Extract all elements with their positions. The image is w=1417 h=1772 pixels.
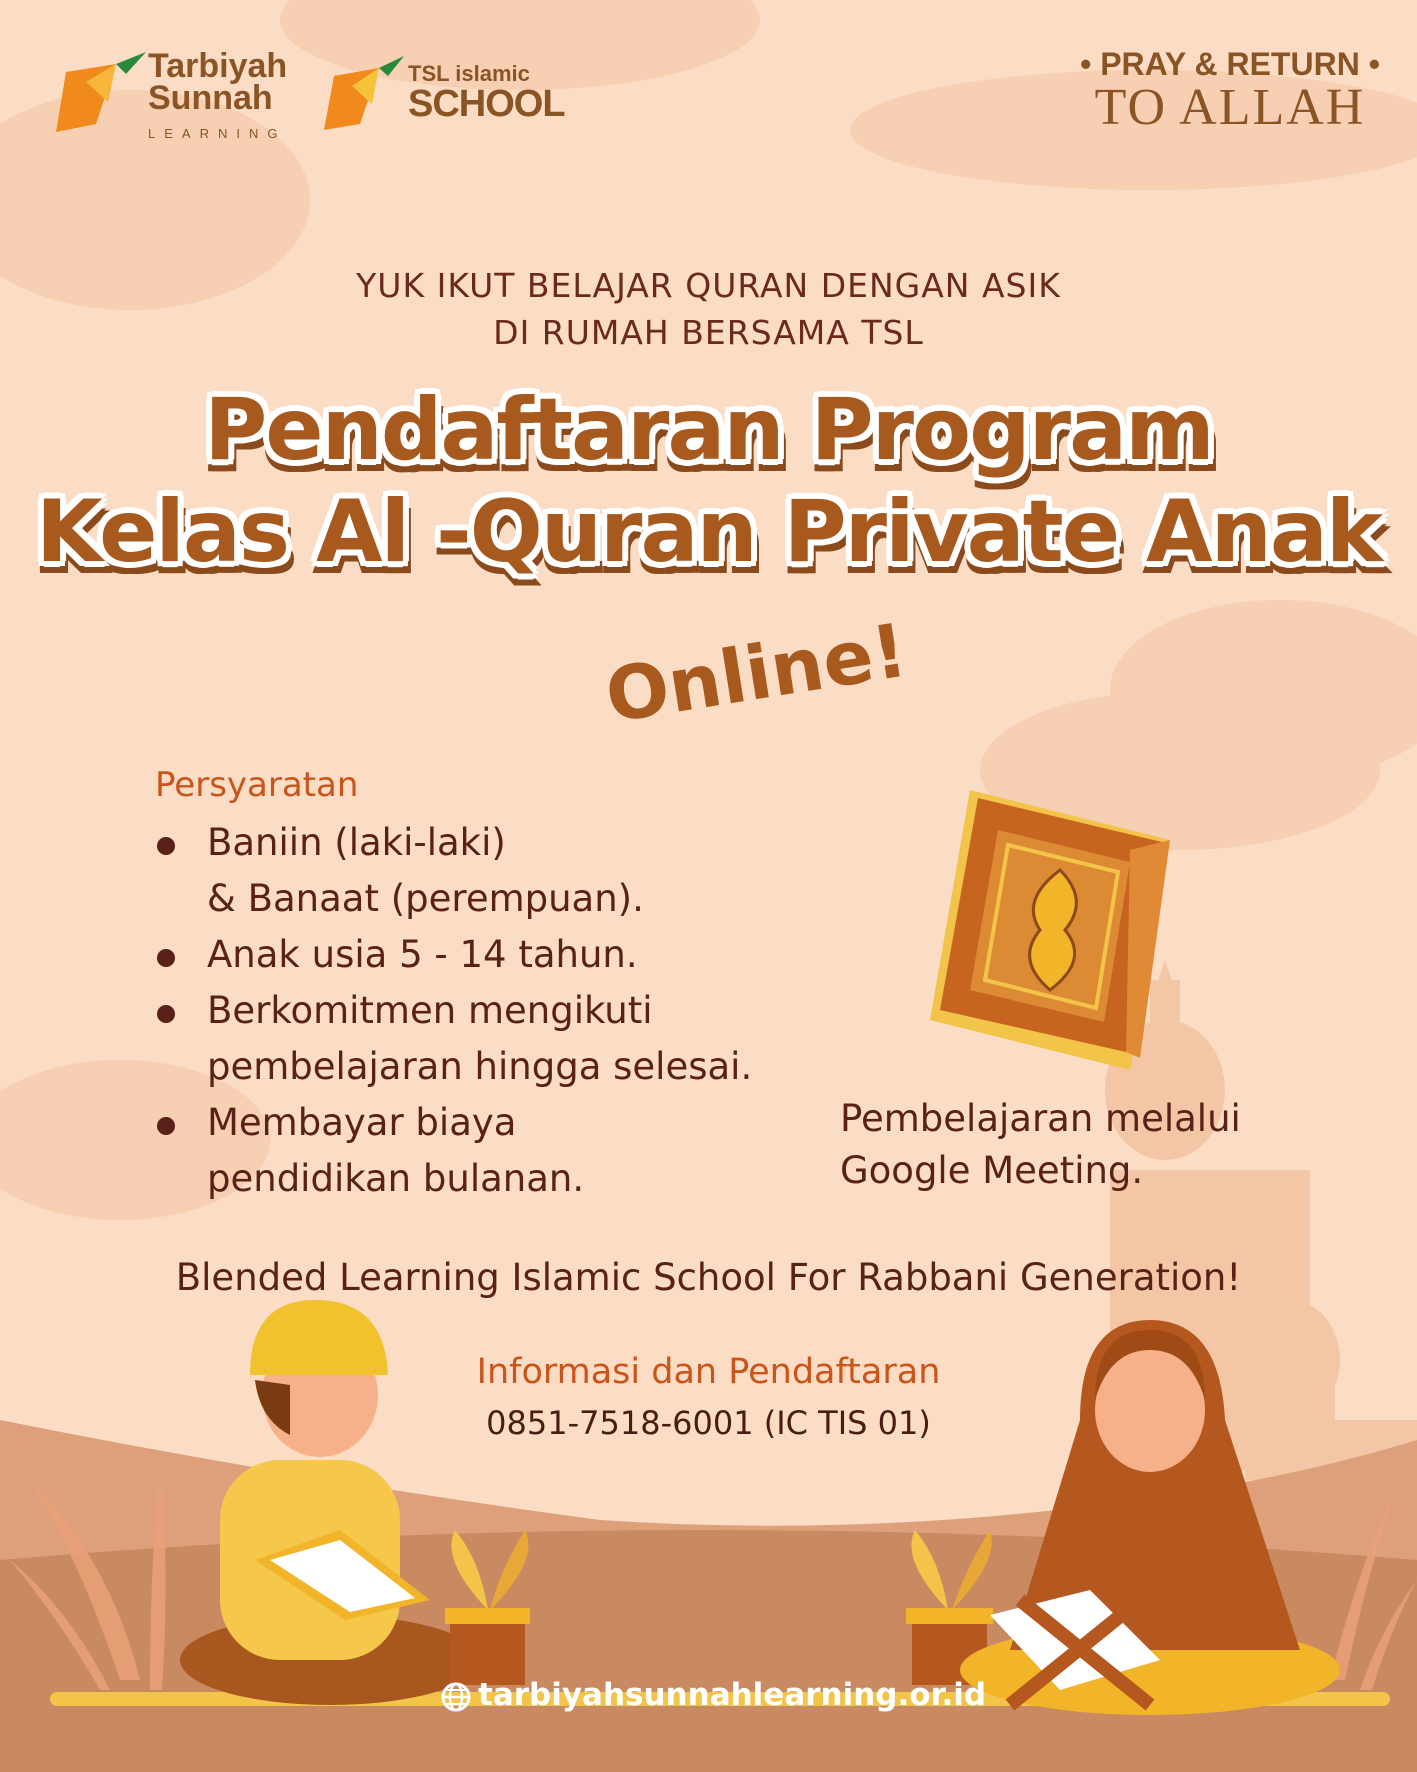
globe-icon (440, 1681, 472, 1713)
logo-line-1: Tarbiyah (148, 47, 288, 85)
requirement-3-line-1: Berkomitmen mengikuti (207, 989, 653, 1032)
tarbiyah-sunnah-logo (148, 47, 288, 150)
requirement-1-line-2: & Banaat (perempuan). (207, 877, 644, 920)
requirement-1-line-1: Baniin (laki-laki) (207, 821, 506, 864)
tsl-school-logo (408, 61, 565, 125)
list-item (155, 1095, 775, 1207)
website-link[interactable] (440, 1677, 986, 1713)
tarbiyah-sunnah-logo-icon (56, 52, 146, 137)
online-label: Online! (600, 607, 913, 740)
learning-note (840, 1093, 1300, 1197)
requirement-3-line-2: pembelajaran hingga selesai. (207, 1045, 753, 1088)
logo-sub: LEARNING (148, 126, 287, 141)
slogan-line-2: TO ALLAH (1094, 79, 1366, 136)
contact-phone: 0851-7518-6001 (IC TIS 01) (486, 1404, 931, 1442)
requirement-4-line-2: pendidikan bulanan. (207, 1157, 585, 1200)
list-item (155, 983, 775, 1095)
requirements-heading: Persyaratan (155, 765, 359, 805)
list-item (155, 815, 775, 927)
intro-line-1: YUK IKUT BELAJAR QURAN DENGAN ASIK (356, 266, 1061, 305)
contact-heading: Informasi dan Pendaftaran (476, 1352, 941, 1392)
requirement-4-line-1: Membayar biaya (207, 1101, 517, 1144)
school-logo-line-2: SCHOOL (408, 83, 565, 125)
slogan (1080, 46, 1380, 136)
requirement-2-line-1: Anak usia 5 - 14 tahun. (207, 933, 638, 976)
learning-note-line-1: Pembelajaran melalui (840, 1097, 1241, 1140)
tagline: Blended Learning Islamic School For Rabbani Generation! (175, 1256, 1242, 1299)
learning-note-line-2: Google Meeting. (840, 1149, 1144, 1192)
title-line-1: Pendaftaran Program (204, 380, 1213, 480)
quran-book-icon (930, 790, 1180, 1070)
logo-line-2: Sunnah (148, 79, 273, 117)
requirements-list (155, 815, 775, 1207)
tsl-school-logo-icon (324, 56, 404, 134)
title-line-2: Kelas Al -Quran Private Anak (35, 482, 1382, 582)
intro-line-2: DI RUMAH BERSAMA TSL (493, 313, 924, 352)
website-text: tarbiyahsunnahlearning.or.id (478, 1677, 987, 1713)
school-logo-line-1: TSL islamic (408, 61, 530, 86)
slogan-line-1: • PRAY & RETURN • (1080, 46, 1380, 82)
list-item (155, 927, 775, 983)
